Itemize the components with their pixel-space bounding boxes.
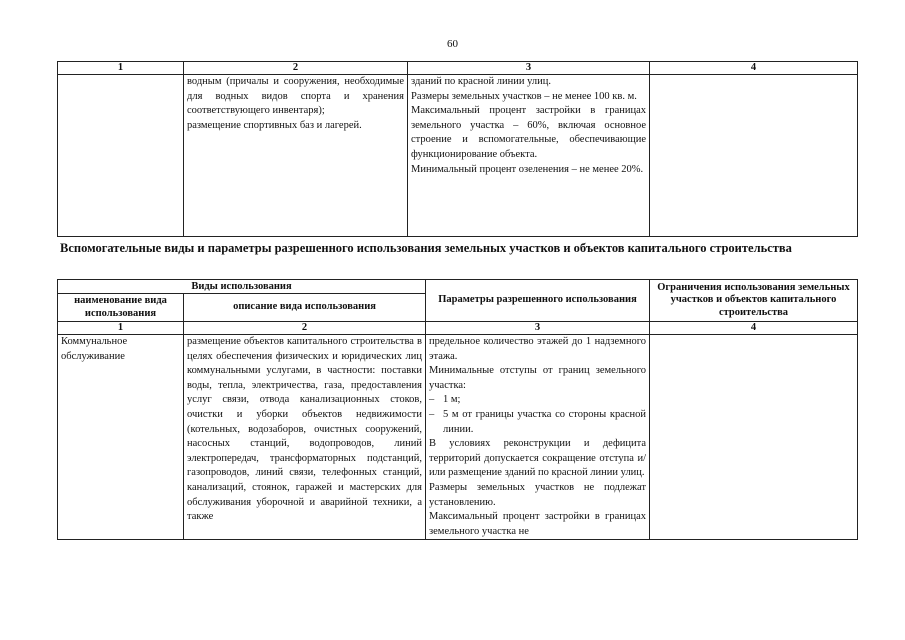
page-number: 60	[447, 38, 458, 50]
table-row	[58, 335, 858, 540]
column-number: 2	[184, 322, 426, 335]
table-row	[58, 75, 858, 237]
column-number: 4	[650, 62, 858, 75]
parameter-paragraph: зданий по красной линии улиц.	[411, 76, 551, 87]
column-number-row	[58, 62, 858, 75]
parameter-paragraph: Минимальный процент озеленения – не менее 20%.	[411, 163, 644, 175]
type-name-cell	[58, 75, 184, 237]
column-number-row	[58, 322, 858, 335]
restrictions-cell	[650, 335, 858, 540]
description-paragraph: размещение спортивных баз и лагерей.	[187, 119, 362, 131]
type-description-cell	[184, 75, 408, 237]
dash-bullet: –	[429, 394, 435, 406]
bottom-table	[57, 279, 858, 540]
type-name-cell: Коммунальное обслуживание	[58, 335, 184, 540]
parameter-paragraph: Максимальный процент застройки в границах земельного участка не	[429, 511, 646, 537]
dash-bullet: –	[429, 408, 435, 420]
parameter-paragraph: Размеры земельных участков не подлежат установлению.	[429, 481, 646, 508]
type-name-header: наименование вида использования	[58, 294, 184, 322]
dash-item-text: 1 м;	[443, 394, 461, 406]
column-number: 4	[650, 322, 858, 335]
column-number: 1	[58, 322, 184, 335]
parameters-cell	[426, 335, 650, 540]
type-description-header: описание вида использования	[184, 294, 426, 322]
restrictions-cell	[650, 75, 858, 237]
description-paragraph: водным (причалы и сооружения, необходимые для водных видов спорта и хранения соответствующего инвентаря);	[187, 76, 404, 117]
parameters-cell	[408, 75, 650, 237]
column-number: 1	[58, 62, 184, 75]
dash-list-item	[429, 408, 646, 437]
top-table	[57, 61, 858, 237]
column-number: 2	[184, 62, 408, 75]
parameter-paragraph: В условиях реконструкции и дефицита территорий допускается сокращение отступа и/или размещение зданий по красной линии улиц.	[429, 438, 646, 479]
parameter-paragraph: Максимальный процент застройки в границах земельного участка – 60%, включая основное строение и вспомогательные, обеспечивающие функционирование объекта.	[411, 105, 646, 160]
column-number: 3	[408, 62, 650, 75]
dash-list-item	[429, 393, 646, 408]
restrictions-header: Ограничения использования земельных участков и объектов капитального строительства	[650, 280, 858, 322]
uses-group-header: Виды использования	[58, 280, 426, 294]
parameter-paragraph: предельное количество этажей до 1 надземного этажа.	[429, 336, 646, 362]
parameter-paragraph: Размеры земельных участков – не менее 100 кв. м.	[411, 90, 637, 102]
parameters-header: Параметры разрешенного использования	[426, 280, 650, 322]
parameter-paragraph: Минимальные отступы от границ земельного участка:	[429, 365, 646, 391]
dash-item-text: 5 м от границы участка со стороны красной линии.	[443, 408, 646, 435]
section-title: Вспомогательные виды и параметры разрешенного использования земельных участков и объектов капитального строительства	[60, 241, 792, 255]
column-number: 3	[426, 322, 650, 335]
type-description-cell: размещение объектов капитального строительства в целях обеспечения физических и юридических лиц коммунальными услугами, в частности: поставки воды, тепла, электричества, газа, предоставления услуг связи, отвода канализационных стоков, очистки и уборки объектов недвижимости (котельных, водозаборов, очистных сооружений, насосных станций, водопроводов, линий электропередач, трансформаторных подстанций, газопроводов, линий связи, телефонных станций, канализаций, стоянок, гаражей и мастерских для обслуживания уборочной и аварийной техники, а также	[184, 335, 426, 540]
header-row	[58, 280, 858, 294]
